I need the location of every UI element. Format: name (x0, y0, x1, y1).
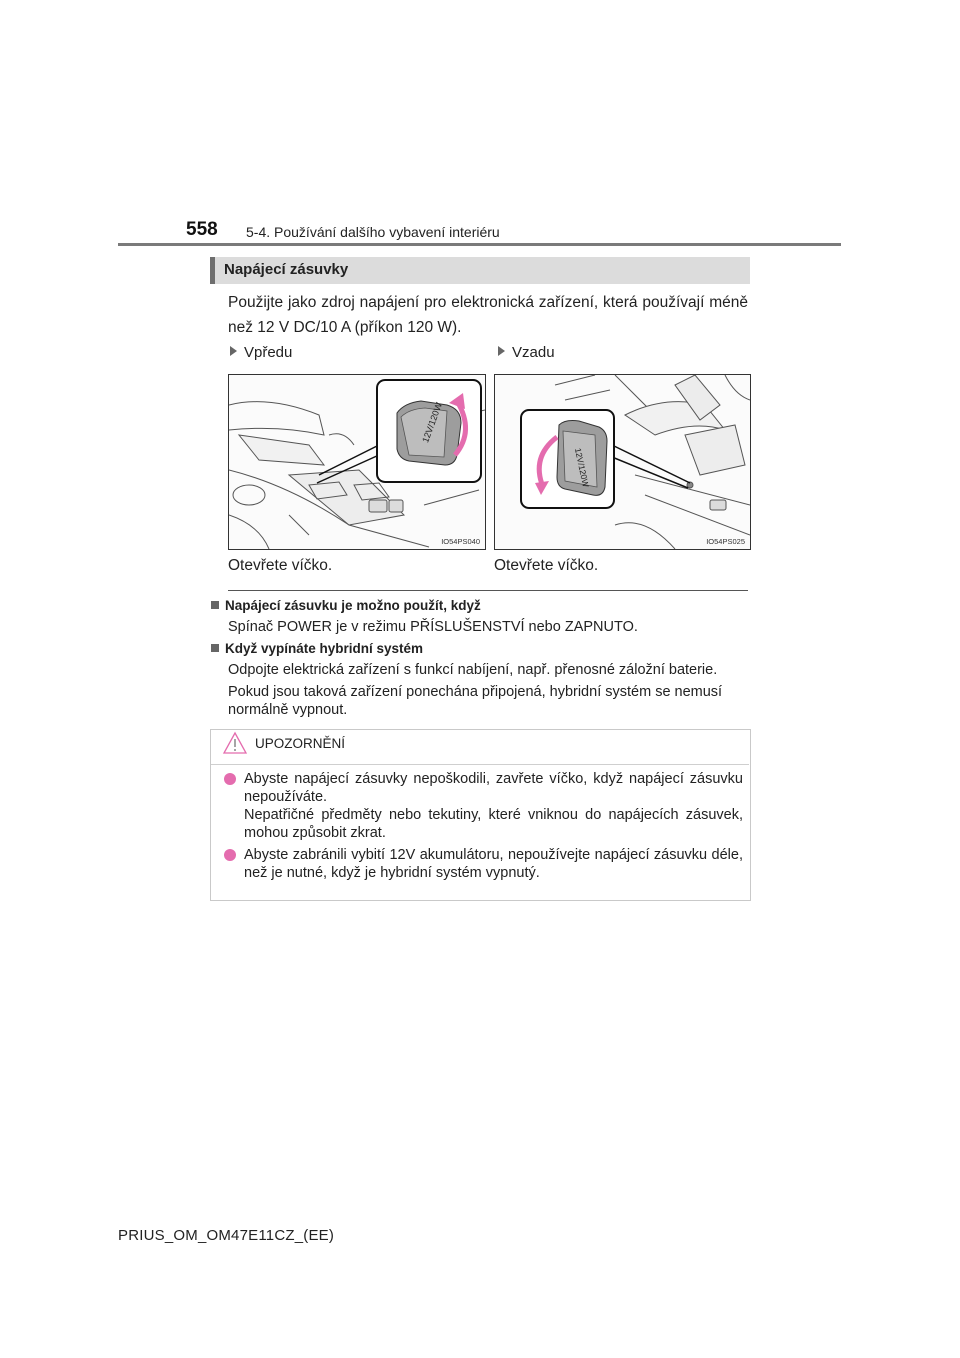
note-heading-text: Napájecí zásuvku je možno použít, když (225, 598, 481, 613)
breadcrumb: 5-4. Používání dalšího vybavení interiéru (246, 224, 500, 240)
warning-bullet (224, 773, 236, 785)
figure-front-caption: Otevřete víčko. (228, 557, 333, 574)
figure-front-socket (228, 374, 486, 550)
header-rule (118, 243, 841, 246)
figure-rear-caption: Otevřete víčko. (494, 557, 599, 574)
front-cap-label: 12V/120W (420, 401, 445, 444)
warning-bullet (224, 849, 236, 861)
note-heading-text: Když vypínáte hybridní systém (225, 641, 424, 656)
note-text: Pokud jsou taková zařízení ponechána připojená, hybridní systém se nemusí normálně vypnout. (228, 684, 723, 718)
section-accent (210, 257, 215, 284)
note-text: Spínač POWER je v režimu PŘÍSLUŠENSTVÍ nebo ZAPNUTO. (228, 619, 638, 635)
section-divider (228, 590, 748, 591)
rear-console-illustration (495, 375, 750, 549)
warning-item: Abyste zabránili vybití 12V akumulátoru, nepoužívejte napájecí zásuvku déle, než je nutné, když je hybridní systém vypnutý. (244, 847, 743, 881)
warning-title: UPOZORNĚNÍ (255, 736, 346, 751)
front-console-illustration (229, 375, 485, 549)
figure-rear-code: IO54PS025 (706, 537, 745, 546)
section-title: Napájecí zásuvky (224, 261, 349, 278)
figure-rear-socket (494, 374, 751, 550)
warning-item: Nepatřičné předměty nebo tekutiny, které vniknou do napájecích zásuvek, mohou způsobit zkrat. (244, 807, 743, 841)
warning-item: Abyste napájecí zásuvky nepoškodili, zavřete víčko, když napájecí zásuvku nepoužíváte. (244, 771, 743, 805)
note-text: Odpojte elektrická zařízení s funkcí nabíjení, např. přenosné záložní baterie. (228, 662, 718, 678)
location-front-label: Vpředu (244, 344, 293, 361)
note-heading (211, 598, 481, 613)
section-intro: Použijte jako zdroj napájení pro elektronická zařízení, která používají méně než 12 V DC/10 A (příkon 120 W). (228, 294, 748, 336)
figure-front-code: IO54PS040 (441, 537, 480, 546)
triangle-bullet-icon (230, 346, 237, 356)
page-number: 558 (186, 219, 218, 240)
section-title-bar (210, 257, 750, 284)
location-rear (498, 344, 555, 361)
location-rear-label: Vzadu (512, 344, 555, 361)
rear-cap-label: 12V/120W (572, 447, 591, 489)
square-bullet-icon (211, 644, 219, 652)
warning-divider (211, 764, 749, 765)
note-heading (211, 641, 423, 656)
square-bullet-icon (211, 601, 219, 609)
footer-model-code: PRIUS_OM_OM47E11CZ_(EE) (118, 1227, 335, 1244)
warning-triangle-icon (222, 731, 248, 755)
location-front (230, 344, 292, 361)
triangle-bullet-icon (498, 346, 505, 356)
